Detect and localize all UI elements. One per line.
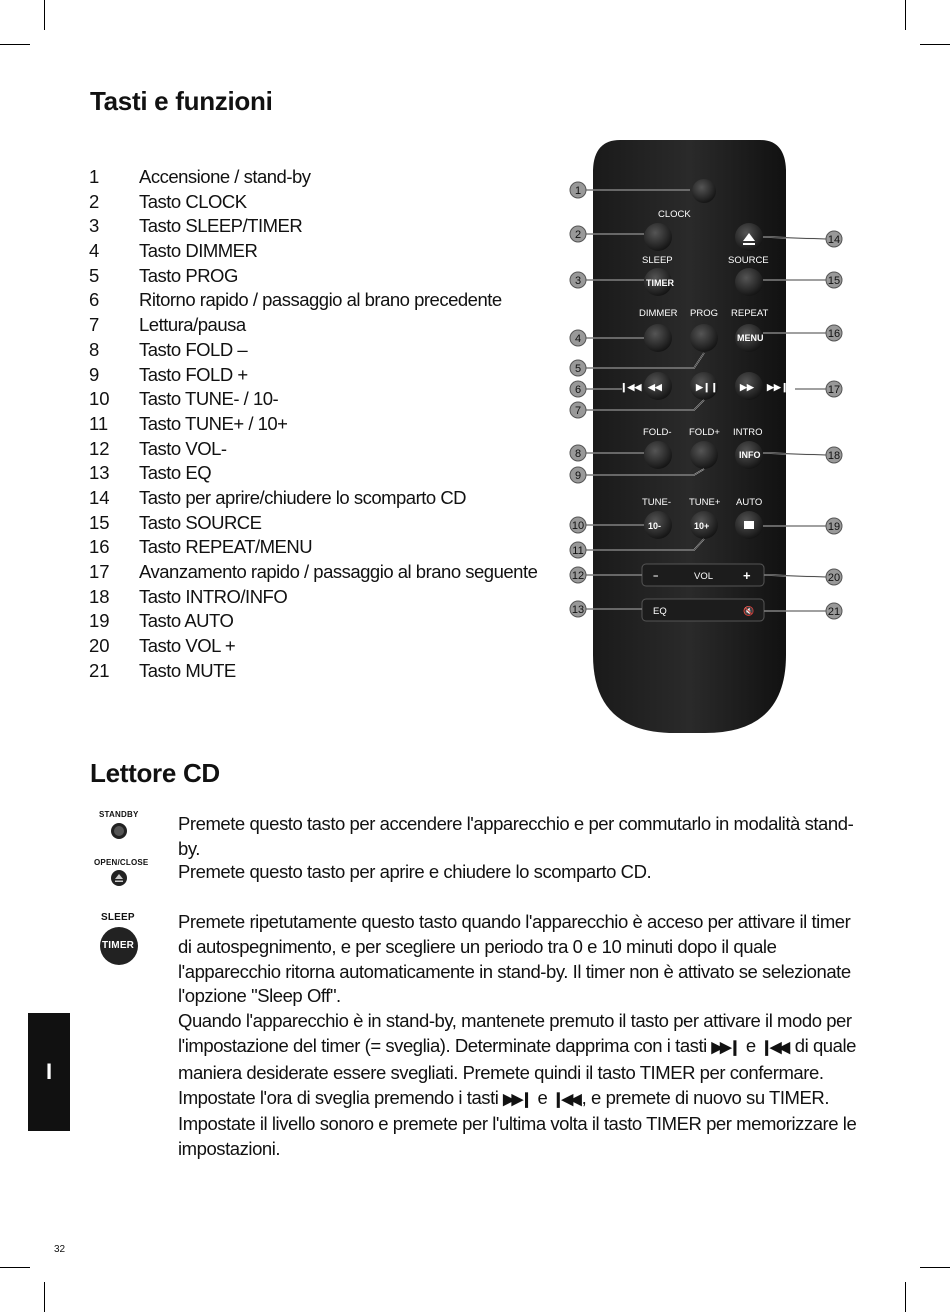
sleep-paragraph-1: Premete ripetutamente questo tasto quando l'apparecchio è acceso per attivare il timer di autospegnimento, e per scegliere un periodo tra 0 e 10 minuti dopo il quale l'apparecchio ritorna automaticamente in stand-by. Il timer non è attivato se selezionate l'opzione "Sleep Off". [178,911,851,1007]
callout-number: 10 [571,520,585,532]
fold-plus-button [690,441,718,469]
sleep-timer-button-icon [96,912,146,970]
function-list-item [89,239,537,264]
crop-mark [920,44,950,45]
label-fold-minus: FOLD- [643,427,672,438]
item-number: 5 [89,264,100,286]
function-list-item [89,165,537,190]
function-list-item [89,609,537,634]
page-number: 32 [54,1244,66,1255]
callout-number: 8 [574,448,582,460]
item-number: 16 [89,536,110,558]
callout-number: 14 [827,234,841,246]
callout-number: 17 [827,384,841,396]
label-dimmer: DIMMER [639,308,678,319]
item-text: Tasto PROG [139,264,238,286]
function-list-item [89,585,537,610]
callout-number: 7 [574,405,582,417]
crop-mark [44,0,45,30]
function-list-item [89,264,537,289]
item-text: Tasto TUNE+ / 10+ [139,412,288,434]
item-number: 12 [89,437,110,459]
item-number: 11 [89,412,109,434]
item-number: 8 [89,338,100,360]
remote-control-illustration [560,135,860,745]
callout-number: 11 [572,545,584,557]
item-number: 3 [89,215,100,237]
callout-number: 12 [571,570,585,582]
function-list-item [89,659,537,684]
callout-number: 13 [571,604,585,616]
item-number: 10 [89,388,110,410]
item-text: Tasto FOLD – [139,338,248,360]
prog-button [690,324,718,352]
play-pause-icon: ▶❙❙ [696,382,719,392]
stop-icon [744,521,754,529]
sleep-paragraph-2b: di quale maniera desiderate essere svegliati. Premete quindi il tasto TIMER per confermare. Impostate l'ora di sveglia premendo i tasti [178,1034,856,1108]
next-track-icon: ▶▶❙ [767,382,789,392]
callout-number: 21 [827,606,841,618]
standby-button-icon [94,810,144,842]
label-fold-plus: FOLD+ [689,427,720,438]
item-text: Tasto REPEAT/MENU [139,536,313,558]
item-text: Tasto EQ [139,462,212,484]
eject-icon [110,869,128,887]
function-list-item [89,634,537,659]
sleep-label: SLEEP [101,912,135,923]
label-tune-minus: TUNE- [642,497,672,508]
function-list-item [89,190,537,215]
prev-track-icon: ❙◀◀ [620,382,642,392]
power-icon [110,822,128,840]
callout-number: 20 [827,572,841,584]
open-close-description: Premete questo tasto per aprire e chiudere lo scomparto CD. [178,861,652,882]
crop-mark [905,1282,906,1312]
section-title-tasti: Tasti e funzioni [90,86,273,116]
function-list-item [89,387,537,412]
label-info: INFO [739,450,761,460]
label-sleep: SLEEP [642,255,673,266]
label-timer: TIMER [646,278,674,288]
item-text: Avanzamento rapido / passaggio al brano seguente [139,561,538,582]
crop-mark [44,1282,45,1312]
label-vol: VOL [694,571,714,582]
function-list-item [89,214,537,239]
callout-number: 6 [574,384,582,396]
vol-plus-icon: + [743,568,751,583]
section-title-lettore: Lettore CD [90,758,220,788]
item-text: Tasto per aprire/chiudere lo scomparto CD [139,486,467,508]
source-button [735,268,763,296]
label-tune-plus: TUNE+ [689,497,721,508]
item-text: Ritorno rapido / passaggio al brano precedente [139,289,502,311]
item-number: 18 [89,585,110,607]
label-eq: EQ [653,606,667,617]
vol-minus-icon: − [653,571,659,581]
label-ten-plus: 10+ [694,521,710,531]
item-number: 19 [89,610,110,632]
fold-minus-button [644,441,672,469]
standby-description: Premete questo tasto per accendere l'apparecchio e per commutarlo in modalità stand-by. [178,813,854,859]
item-text: Tasto CLOCK [139,190,247,212]
sleep-timer-description [178,910,868,1162]
item-text: Tasto TUNE- / 10- [139,388,279,410]
item-number: 20 [89,635,110,657]
item-text: Tasto FOLD + [139,363,248,385]
button-function-list [89,165,537,683]
callout-number: 16 [827,328,841,340]
callout-number: 1 [574,185,582,197]
prev-track-icon: ❙◀◀ [760,1038,788,1056]
item-text: Tasto MUTE [139,659,236,681]
callout-number: 19 [827,521,841,533]
item-number: 14 [89,486,110,508]
function-list-item [89,461,537,486]
dimmer-button [644,324,672,352]
label-menu: MENU [737,333,764,343]
item-number: 2 [89,190,100,212]
sleep-paragraph-2c: , e premete di nuovo su TIMER. Impostate il livello sonoro e premete per l'ultima volta il tasto TIMER per memorizzare le impostazioni. [178,1086,857,1160]
callout-number: 9 [574,470,582,482]
function-list-item [89,412,537,437]
item-number: 17 [89,561,110,582]
item-text: Tasto VOL- [139,437,227,459]
label-auto: AUTO [736,497,763,508]
callout-number: 18 [827,450,841,462]
power-button [692,179,716,203]
function-list-item [89,437,537,462]
label-ten-minus: 10- [648,521,662,531]
crop-mark [920,1267,950,1268]
rewind-icon: ◀◀ [648,382,662,392]
crop-mark [0,44,30,45]
mute-icon: 🔇 [743,606,755,616]
function-list-item [89,560,537,585]
function-list-item [89,511,537,536]
item-text: Tasto DIMMER [139,240,258,262]
open-close-label: OPEN/CLOSE [94,858,149,867]
function-list-item [89,338,537,363]
item-text: Tasto SLEEP/TIMER [139,215,303,237]
next-track-icon: ▶▶❙ [503,1090,530,1108]
function-list-item [89,535,537,560]
item-number: 21 [89,659,110,681]
crop-mark [905,0,906,30]
timer-label: TIMER [102,940,135,951]
and-text: e [537,1086,548,1108]
item-number: 13 [89,462,110,484]
item-number: 15 [89,511,110,533]
item-text: Tasto AUTO [139,610,234,632]
open-close-button-icon [92,858,152,890]
item-number: 4 [89,240,100,262]
item-number: 1 [89,166,100,187]
function-list-item [89,363,537,388]
clock-sleep-button [644,223,672,251]
item-number: 7 [89,314,100,336]
and-text: e [745,1034,756,1056]
item-text: Tasto INTRO/INFO [139,585,288,607]
next-track-icon: ▶▶❙ [711,1038,739,1056]
callout-number: 5 [574,363,582,375]
sleep-paragraph-2a: Quando l'apparecchio è in stand-by, mantenete premuto il tasto per attivare il modo per l'impostazione del timer (= sveglia). Determinate dapprima con i tasti [178,1010,852,1056]
prev-track-icon: ❙◀◀ [552,1090,579,1108]
label-clock: CLOCK [658,209,691,220]
item-text: Accensione / stand-by [139,166,311,187]
callout-number: 4 [574,333,582,345]
item-number: 6 [89,289,100,311]
standby-label: STANDBY [99,810,139,819]
item-text: Tasto VOL + [139,635,236,657]
item-number: 9 [89,363,100,385]
forward-icon: ▶▶ [740,382,754,392]
function-list-item [89,486,537,511]
callout-number: 15 [827,275,841,287]
callout-number: 3 [574,275,582,287]
function-list-item [89,288,537,313]
label-prog: PROG [690,308,718,319]
item-text: Tasto SOURCE [139,511,262,533]
label-source: SOURCE [728,255,769,266]
language-tab: I [28,1013,70,1131]
function-list-item [89,313,537,338]
item-text: Lettura/pausa [139,314,246,336]
label-intro: INTRO [733,427,763,438]
crop-mark [0,1267,30,1268]
label-repeat: REPEAT [731,308,769,319]
callout-number: 2 [574,229,582,241]
